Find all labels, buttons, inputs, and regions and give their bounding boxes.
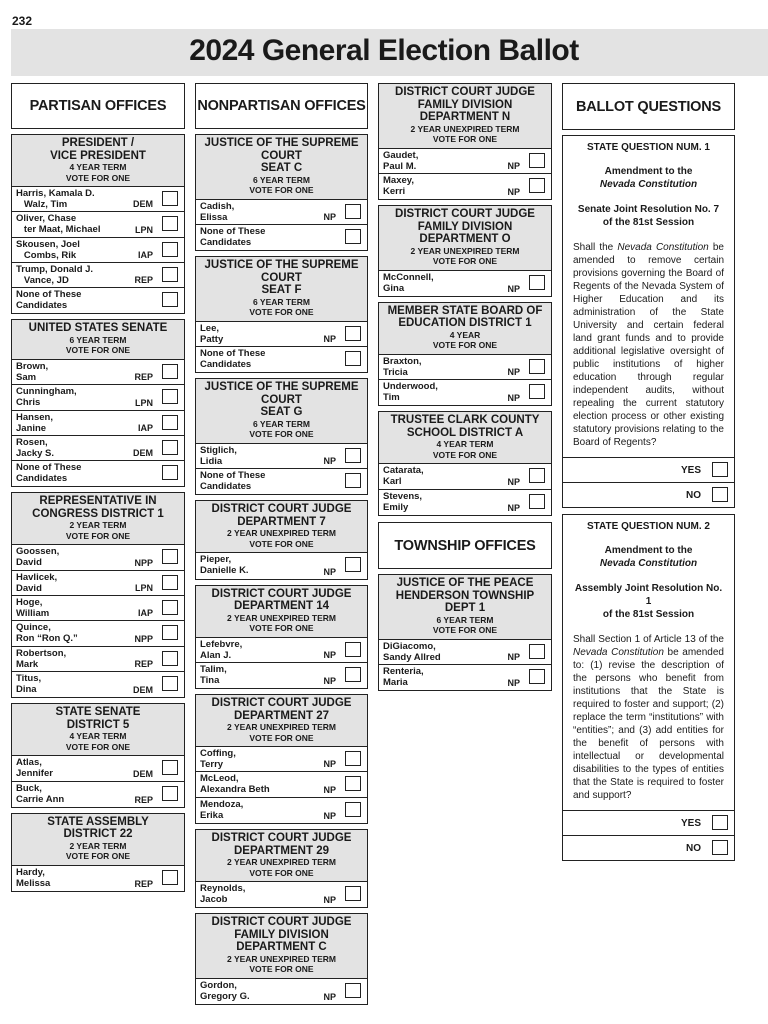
candidate-row[interactable] — [196, 469, 367, 494]
candidate-name: Maxey, Kerri — [383, 174, 414, 197]
question-resolution: Assembly Joint Resolution No. 1 of the 81st Session — [574, 583, 723, 620]
candidate-row[interactable] — [12, 436, 184, 461]
contest-title: STATE SENATE DISTRICT 5 — [55, 706, 141, 731]
party-label: NP — [323, 566, 336, 577]
yes-checkbox[interactable] — [712, 815, 728, 830]
candidate-name: Cunningham, Chris — [16, 386, 77, 409]
candidate-name: Brown, Sam — [16, 360, 49, 383]
party-label: NP — [507, 160, 520, 171]
candidate-name: Stevens, Emily — [383, 490, 423, 513]
vote-checkbox[interactable] — [162, 389, 178, 404]
contest — [195, 913, 368, 1005]
contest — [11, 134, 185, 314]
candidate-name: Rosen, Jacky S. — [16, 436, 55, 459]
contest-header — [379, 575, 551, 640]
candidate-name: McLeod, Alexandra Beth — [200, 773, 270, 796]
vote-checkbox[interactable] — [162, 465, 178, 480]
party-label: IAP — [137, 608, 153, 619]
candidate-name: Havlicek, David — [16, 571, 58, 594]
vote-checkbox[interactable] — [162, 760, 178, 775]
contest-title: JUSTICE OF THE SUPREME COURT SEAT F — [204, 259, 359, 297]
candidate-row[interactable] — [379, 174, 551, 199]
contest — [11, 319, 185, 487]
contest-title: DISTRICT COURT JUDGE DEPARTMENT 29 — [211, 832, 352, 857]
candidate-row[interactable] — [196, 747, 367, 772]
contest-title: JUSTICE OF THE PEACE HENDERSON TOWNSHIP DEPT 1 — [395, 577, 535, 615]
candidate-name: Braxton, Tricia — [383, 355, 422, 378]
candidate-row[interactable] — [12, 621, 184, 646]
party-label: NP — [507, 187, 520, 198]
candidate-row[interactable] — [12, 187, 184, 212]
ballot-question — [562, 514, 735, 861]
vote-instruction: VOTE FOR ONE — [249, 185, 314, 195]
vote-instruction: VOTE FOR ONE — [432, 449, 498, 460]
contest-term: 6 YEAR TERM — [69, 334, 127, 345]
contest — [195, 829, 368, 908]
vote-checkbox[interactable] — [345, 751, 361, 766]
contest-term: 4 YEAR TERM — [436, 439, 494, 450]
vote-checkbox[interactable] — [529, 468, 545, 483]
candidate-name: Oliver, Chase ter Maat, Michael — [16, 213, 101, 236]
party-label: NP — [507, 651, 520, 662]
vote-checkbox[interactable] — [529, 669, 545, 684]
contest-title: STATE ASSEMBLY DISTRICT 22 — [47, 815, 149, 841]
contest-term: 2 YEAR TERM — [69, 520, 127, 531]
column-ballot-questions — [562, 83, 735, 867]
vote-checkbox[interactable] — [162, 600, 178, 615]
candidate-name: Trump, Donald J. Vance, JD — [16, 263, 94, 286]
contest — [378, 83, 552, 200]
vote-checkbox[interactable] — [345, 776, 361, 791]
contest-header — [12, 493, 184, 545]
vote-instruction: VOTE FOR ONE — [249, 867, 314, 878]
no-label: NO — [686, 490, 701, 501]
question-resolution: Senate Joint Resolution No. 7 of the 81st Session — [577, 204, 720, 228]
candidate-name: Lee, Patty — [200, 322, 224, 345]
party-label: NP — [507, 367, 520, 378]
contest-header — [12, 814, 184, 866]
contest-header — [196, 586, 367, 638]
candidate-row[interactable] — [196, 882, 367, 907]
vote-instruction: VOTE FOR ONE — [65, 741, 131, 752]
question-text-post: be amended to: (1) revise the description of the persons who benefit from institutions that the State is required to foster and support; (2) replace the term “institutions” with “entities”; and (3) add entities for the benefit of persons with intellectual or developmental disabilities to the types of entities that the State is required to foster and support? — [573, 647, 724, 801]
candidate-row[interactable] — [196, 200, 367, 225]
vote-checkbox[interactable] — [162, 676, 178, 691]
vote-instruction: VOTE FOR ONE — [249, 623, 314, 634]
candidate-name: Underwood, Tim — [383, 381, 438, 404]
candidate-name: Catarata, Karl — [383, 465, 424, 488]
contest-term: 2 YEAR UNEXPIRED TERM — [410, 123, 520, 134]
vote-checkbox[interactable] — [529, 178, 545, 193]
constitution-name: Nevada Constitution — [599, 558, 698, 569]
question-number: STATE QUESTION NUM. 1 — [587, 142, 710, 153]
candidate-row[interactable] — [379, 355, 551, 380]
candidate-row[interactable] — [12, 238, 184, 263]
vote-instruction: VOTE FOR ONE — [65, 345, 131, 356]
no-checkbox[interactable] — [712, 487, 728, 502]
vote-checkbox[interactable] — [162, 216, 178, 231]
candidate-row[interactable] — [12, 647, 184, 672]
candidate-name: None of These Candidates — [16, 462, 82, 485]
yes-row[interactable] — [563, 810, 734, 835]
candidate-row[interactable] — [12, 360, 184, 385]
party-label: REP — [134, 794, 153, 805]
contest-header — [379, 206, 551, 271]
yes-row[interactable] — [563, 457, 734, 482]
candidate-name: Robertson, Mark — [16, 647, 67, 670]
yes-checkbox[interactable] — [712, 462, 728, 477]
candidate-name: None of These Candidates — [200, 469, 266, 492]
vote-instruction: VOTE FOR ONE — [249, 538, 314, 549]
party-label: NP — [323, 649, 336, 660]
candidate-row[interactable] — [12, 672, 184, 697]
contest — [11, 703, 185, 808]
party-label: NP — [507, 503, 520, 514]
vote-checkbox[interactable] — [162, 625, 178, 640]
party-label: NP — [507, 476, 520, 487]
vote-checkbox[interactable] — [162, 870, 178, 885]
candidate-row[interactable] — [12, 866, 184, 891]
vote-checkbox[interactable] — [162, 292, 178, 307]
party-label: NP — [507, 678, 520, 689]
party-label: NP — [323, 455, 336, 466]
candidate-name: Buck, Carrie Ann — [16, 782, 65, 805]
candidate-name: Cadish, Elissa — [200, 200, 235, 223]
candidate-row[interactable] — [379, 149, 551, 174]
vote-instruction: VOTE FOR ONE — [432, 134, 498, 144]
candidate-name: Goossen, David — [16, 546, 60, 569]
candidate-name: Hardy, Melissa — [16, 866, 51, 889]
party-label: NP — [323, 676, 336, 687]
party-label: NP — [323, 811, 336, 822]
contest-term: 6 YEAR TERM — [436, 614, 494, 625]
candidate-name: Quince, Ron “Ron Q.” — [16, 622, 78, 645]
contest-term: 2 YEAR TERM — [69, 840, 127, 851]
candidate-name: Mendoza, Erika — [200, 798, 244, 821]
vote-instruction: VOTE FOR ONE — [65, 172, 131, 183]
party-label: DEM — [133, 768, 153, 779]
contest-term: 6 YEAR TERM — [253, 418, 310, 429]
candidate-name: Reynolds, Jacob — [200, 883, 246, 906]
candidate-row[interactable] — [12, 212, 184, 237]
candidate-row[interactable] — [12, 263, 184, 288]
question-text-italic: Nevada Constitution — [573, 647, 664, 658]
vote-instruction: VOTE FOR ONE — [65, 851, 131, 862]
contest — [195, 134, 368, 251]
vote-instruction: VOTE FOR ONE — [249, 307, 314, 318]
vote-checkbox[interactable] — [529, 153, 545, 168]
party-label: DEM — [133, 685, 153, 696]
contest-header — [196, 135, 367, 200]
candidate-name: Gaudet, Paul M. — [383, 149, 419, 172]
no-label: NO — [686, 843, 701, 854]
section-title-partisan: PARTISAN OFFICES — [11, 83, 185, 129]
party-label: DEM — [133, 448, 153, 459]
section-title-nonpartisan: NONPARTISAN OFFICES — [195, 83, 368, 129]
contest-title: MEMBER STATE BOARD OF EDUCATION DISTRICT 1 — [387, 304, 543, 330]
contest-title: PRESIDENT / VICE PRESIDENT — [50, 137, 146, 162]
question-amendment — [573, 165, 724, 191]
contest-header — [12, 704, 184, 756]
candidate-row[interactable] — [12, 545, 184, 570]
candidate-row[interactable] — [12, 756, 184, 781]
party-label: NP — [323, 759, 336, 770]
contest-term: 2 YEAR UNEXPIRED TERM — [227, 612, 336, 623]
contest-term: 2 YEAR UNEXPIRED TERM — [227, 722, 336, 733]
constitution-name: Nevada Constitution — [599, 179, 698, 190]
party-label: IAP — [137, 249, 153, 260]
question-text-italic: Nevada Constitution — [617, 242, 709, 253]
party-label: NP — [323, 333, 336, 344]
question-number: STATE QUESTION NUM. 2 — [587, 521, 710, 532]
vote-checkbox[interactable] — [345, 802, 361, 817]
ballot-title: 2024 General Election Ballot — [189, 34, 579, 67]
vote-checkbox[interactable] — [345, 326, 361, 341]
yes-label: YES — [680, 465, 701, 476]
vote-checkbox[interactable] — [529, 275, 545, 290]
party-label: IAP — [137, 422, 153, 433]
vote-checkbox[interactable] — [345, 983, 361, 998]
question-text-pre: Shall Section 1 of Article 13 of the — [573, 634, 724, 645]
vote-checkbox[interactable] — [529, 494, 545, 509]
contest-term: 2 YEAR UNEXPIRED TERM — [410, 245, 520, 256]
candidate-name: Harris, Kamala D. Walz, Tim — [16, 188, 95, 210]
vote-checkbox[interactable] — [529, 384, 545, 399]
contest-term: 4 YEAR TERM — [69, 162, 127, 172]
vote-checkbox[interactable] — [345, 667, 361, 682]
column-nonpartisan-continued — [378, 83, 552, 696]
candidate-name: None of These Candidates — [200, 225, 266, 248]
candidate-row[interactable] — [12, 288, 184, 313]
vote-checkbox[interactable] — [162, 267, 178, 282]
vote-instruction: VOTE FOR ONE — [249, 732, 314, 743]
party-label: NP — [507, 283, 520, 294]
contest-header — [196, 501, 367, 553]
candidate-name: McConnell, Gina — [383, 271, 434, 294]
contest-title: DISTRICT COURT JUDGE FAMILY DIVISION DEPARTMENT O — [395, 208, 535, 246]
contest-header — [12, 135, 184, 187]
candidate-row[interactable] — [12, 385, 184, 410]
candidate-name: Hoge, William — [16, 597, 50, 620]
party-label: NP — [323, 784, 336, 795]
candidate-row[interactable] — [196, 663, 367, 688]
column-nonpartisan — [195, 83, 368, 1010]
contest-term: 4 YEAR — [449, 329, 481, 340]
candidate-name: Hansen, Janine — [16, 411, 53, 434]
candidate-name: Atlas, Jennifer — [16, 757, 53, 780]
vote-checkbox[interactable] — [529, 359, 545, 374]
candidate-row[interactable] — [12, 461, 184, 486]
candidate-row[interactable] — [196, 638, 367, 663]
party-label: DEM — [133, 199, 153, 210]
contest — [195, 585, 368, 690]
contest-term: 6 YEAR TERM — [253, 174, 310, 185]
candidate-row[interactable] — [196, 979, 367, 1004]
vote-checkbox[interactable] — [162, 549, 178, 564]
vote-instruction: VOTE FOR ONE — [432, 340, 498, 351]
candidate-row[interactable] — [379, 640, 551, 665]
contest — [195, 694, 368, 824]
candidate-name: DiGiacomo, Sandy Allred — [383, 640, 441, 663]
candidate-row[interactable] — [196, 322, 367, 347]
contest — [378, 302, 552, 407]
party-label: LPN — [135, 224, 153, 235]
contest — [195, 256, 368, 373]
candidate-name: Renteria, Maria — [383, 665, 424, 688]
contest — [378, 205, 552, 297]
question-amendment — [573, 544, 724, 570]
contest — [11, 492, 185, 698]
candidate-row[interactable] — [379, 271, 551, 296]
party-label: NP — [507, 393, 520, 404]
contest — [378, 411, 552, 516]
candidate-row[interactable] — [12, 411, 184, 436]
party-label: NPP — [134, 633, 153, 644]
candidate-name: Stiglich, Lidia — [200, 444, 237, 467]
vote-checkbox[interactable] — [162, 191, 178, 206]
candidate-row[interactable] — [12, 571, 184, 596]
candidate-name: Skousen, Joel Combs, Rik — [16, 238, 80, 261]
contest — [11, 813, 185, 892]
vote-checkbox[interactable] — [345, 448, 361, 463]
vote-checkbox[interactable] — [529, 644, 545, 659]
no-row[interactable] — [563, 482, 734, 507]
candidate-row[interactable] — [196, 798, 367, 823]
vote-instruction: VOTE FOR ONE — [432, 625, 498, 636]
candidate-name: Coffing, Terry — [200, 748, 236, 771]
contest-header — [12, 320, 184, 360]
contest-term: 2 YEAR UNEXPIRED TERM — [227, 953, 336, 964]
amendment-line: Amendment to the — [604, 166, 693, 177]
vote-checkbox[interactable] — [345, 557, 361, 572]
vote-checkbox[interactable] — [345, 204, 361, 219]
vote-checkbox[interactable] — [162, 364, 178, 379]
contest — [378, 574, 552, 691]
yes-label: YES — [680, 818, 701, 829]
contest-header — [196, 914, 367, 979]
candidate-row[interactable] — [196, 225, 367, 250]
contest-header — [196, 830, 367, 882]
candidate-name: Talim, Tina — [200, 663, 227, 686]
vote-checkbox[interactable] — [345, 886, 361, 901]
question-body — [563, 515, 734, 810]
candidate-row[interactable] — [379, 380, 551, 405]
ballot-question — [562, 135, 735, 508]
column-partisan — [11, 83, 185, 897]
party-label: REP — [134, 879, 153, 890]
candidate-name: Gordon, Gregory G. — [200, 979, 250, 1002]
page-number: 232 — [12, 14, 33, 28]
contest-title: DISTRICT COURT JUDGE DEPARTMENT 7 — [211, 503, 352, 528]
party-label: NP — [323, 895, 336, 906]
vote-checkbox[interactable] — [162, 440, 178, 455]
vote-checkbox[interactable] — [345, 473, 361, 488]
vote-checkbox[interactable] — [162, 651, 178, 666]
contest-title: REPRESENTATIVE IN CONGRESS DISTRICT 1 — [32, 495, 164, 520]
question-text-post: be amended to remove certain provisions governing the Board of Regents of the Nevada System of Higher Education and its administration of the State University and certain federal land grant funds and to provide additional legislative oversight of public institutions of higher education through regular independent audits, without repealing the current statutory election process or other existing statutory provisions relating to the Board of Regents? — [573, 242, 724, 448]
contest-header — [196, 695, 367, 747]
contest-header — [379, 412, 551, 464]
contest-title: TRUSTEE CLARK COUNTY SCHOOL DISTRICT A — [390, 414, 540, 439]
vote-checkbox[interactable] — [345, 351, 361, 366]
contest-term: 2 YEAR UNEXPIRED TERM — [227, 857, 336, 868]
contest-header — [379, 84, 551, 149]
question-text-pre: Shall the — [573, 242, 618, 253]
contest-title: DISTRICT COURT JUDGE DEPARTMENT 27 — [211, 697, 352, 722]
candidate-row[interactable] — [196, 444, 367, 469]
vote-checkbox[interactable] — [162, 786, 178, 801]
contest-title: UNITED STATES SENATE — [28, 322, 168, 335]
candidate-name: None of These Candidates — [16, 289, 82, 312]
candidate-row[interactable] — [12, 782, 184, 807]
contest-term: 6 YEAR TERM — [253, 296, 310, 307]
vote-instruction: VOTE FOR ONE — [65, 530, 131, 541]
contest-title: DISTRICT COURT JUDGE DEPARTMENT 14 — [211, 587, 352, 613]
party-label: NP — [323, 992, 336, 1003]
party-label: NPP — [134, 557, 153, 568]
section-title-township: TOWNSHIP OFFICES — [378, 522, 552, 569]
section-title-ballot-questions: BALLOT QUESTIONS — [562, 83, 735, 130]
no-row[interactable] — [563, 835, 734, 860]
candidate-name: None of These Candidates — [200, 347, 266, 370]
candidate-row[interactable] — [379, 464, 551, 489]
vote-checkbox[interactable] — [345, 229, 361, 244]
candidate-row[interactable] — [196, 347, 367, 372]
amendment-line: Amendment to the — [604, 545, 693, 556]
candidate-row[interactable] — [196, 772, 367, 797]
candidate-row[interactable] — [379, 665, 551, 690]
candidate-row[interactable] — [379, 490, 551, 515]
vote-instruction: VOTE FOR ONE — [249, 429, 314, 440]
contest-header — [196, 379, 367, 444]
contest-term: 4 YEAR TERM — [69, 731, 127, 742]
contest-title: JUSTICE OF THE SUPREME COURT SEAT C — [204, 137, 359, 174]
question-text — [573, 633, 724, 802]
contest-term: 2 YEAR UNEXPIRED TERM — [227, 528, 336, 539]
contest — [195, 378, 368, 495]
candidate-name: Titus, Dina — [16, 672, 42, 695]
party-label: NP — [323, 211, 336, 222]
contest-header — [379, 303, 551, 355]
contest-title: DISTRICT COURT JUDGE FAMILY DIVISION DEPARTMENT C — [211, 916, 352, 954]
contest-header — [196, 257, 367, 322]
vote-checkbox[interactable] — [162, 242, 178, 257]
question-text — [573, 241, 724, 449]
candidate-row[interactable] — [196, 553, 367, 578]
question-body — [563, 136, 734, 457]
contest-title: DISTRICT COURT JUDGE FAMILY DIVISION DEPARTMENT N — [395, 86, 535, 123]
vote-checkbox[interactable] — [162, 415, 178, 430]
party-label: REP — [134, 275, 153, 286]
candidate-row[interactable] — [12, 596, 184, 621]
vote-instruction: VOTE FOR ONE — [249, 964, 314, 975]
party-label: REP — [134, 658, 153, 669]
party-label: LPN — [135, 583, 153, 594]
contest-title: JUSTICE OF THE SUPREME COURT SEAT G — [204, 381, 359, 419]
contest — [195, 500, 368, 579]
party-label: REP — [134, 372, 153, 383]
vote-checkbox[interactable] — [345, 642, 361, 657]
no-checkbox[interactable] — [712, 840, 728, 855]
vote-checkbox[interactable] — [162, 575, 178, 590]
party-label: LPN — [135, 397, 153, 408]
vote-instruction: VOTE FOR ONE — [432, 256, 498, 267]
candidate-name: Pieper, Danielle K. — [200, 554, 249, 577]
candidate-name: Lefebvre, Alan J. — [200, 638, 243, 661]
